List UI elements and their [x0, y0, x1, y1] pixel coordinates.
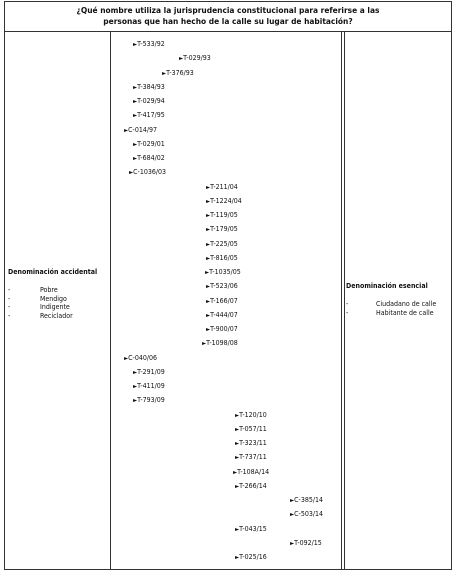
case-label: ►T-092/15: [290, 539, 322, 547]
case-label: ►T-523/06: [206, 282, 238, 290]
case-label: ►T-444/07: [206, 311, 238, 319]
case-label: ►T-900/07: [206, 325, 238, 333]
case-label: ►T-323/11: [235, 439, 267, 447]
case-label: ►T-417/95: [133, 111, 165, 119]
case-label: ►T-119/05: [206, 211, 238, 219]
case-label: ►C-385/14: [290, 496, 323, 504]
case-label: ►T-211/04: [206, 183, 238, 191]
case-label: ►T-266/14: [235, 482, 267, 490]
term-item: - Pobre: [8, 286, 58, 294]
column-divider-middle: [341, 32, 342, 569]
case-label: ►T-225/05: [206, 240, 238, 248]
case-label: ►T-1098/08: [202, 339, 238, 347]
term-item: - Mendigo: [8, 294, 67, 303]
column-divider-left: [110, 32, 111, 569]
case-label: ►T-793/09: [133, 396, 165, 404]
case-label: ►T-1224/04: [206, 197, 242, 205]
case-label: ►T-376/93: [162, 69, 194, 77]
case-label: ►T-291/09: [133, 368, 165, 376]
case-label: ►T-533/92: [133, 40, 165, 48]
essential-column: [346, 282, 450, 317]
case-label: ►C-503/14: [290, 510, 323, 518]
term-item: - Reciclador: [8, 311, 73, 320]
term-item: - Habitante de calle: [346, 308, 434, 317]
case-label: ►T-025/16: [235, 553, 267, 561]
case-label: ►C-014/97: [124, 126, 157, 134]
header-line-1: ¿Qué nombre utiliza la jurisprudencia constitucional para referirse a las: [76, 5, 380, 15]
case-label: ►T-120/10: [235, 411, 267, 419]
case-label: ►T-1035/05: [205, 268, 241, 276]
accidental-column: [8, 268, 108, 320]
table-header: [5, 2, 451, 32]
case-label: ►C-1036/03: [129, 168, 166, 176]
column-divider-right: [344, 32, 345, 569]
case-label: ►T-057/11: [235, 425, 267, 433]
term-item: - Indigente: [8, 303, 70, 311]
case-label: ►T-737/11: [235, 453, 267, 461]
case-label: ►T-384/93: [133, 83, 165, 91]
case-label: ►T-108A/14: [233, 468, 270, 476]
case-label: ►T-029/01: [133, 140, 165, 148]
case-label: ►T-043/15: [235, 525, 267, 533]
case-label: ►T-179/05: [206, 225, 238, 233]
header-line-2: personas que han hecho de la calle su lugar de habitación?: [103, 15, 353, 26]
term-item: - Ciudadano de calle: [346, 300, 437, 308]
essential-title: Denominación esencial: [346, 282, 428, 290]
case-label: ►T-684/02: [133, 154, 165, 162]
case-label: ►C-040/06: [124, 354, 157, 362]
accidental-title: Denominación accidental: [8, 268, 98, 276]
case-label: ►T-029/93: [179, 54, 211, 62]
case-label: ►T-411/09: [133, 382, 165, 390]
case-label: ►T-816/05: [206, 254, 238, 262]
case-label: ►T-166/07: [206, 297, 238, 305]
case-label: ►T-029/94: [133, 97, 165, 105]
